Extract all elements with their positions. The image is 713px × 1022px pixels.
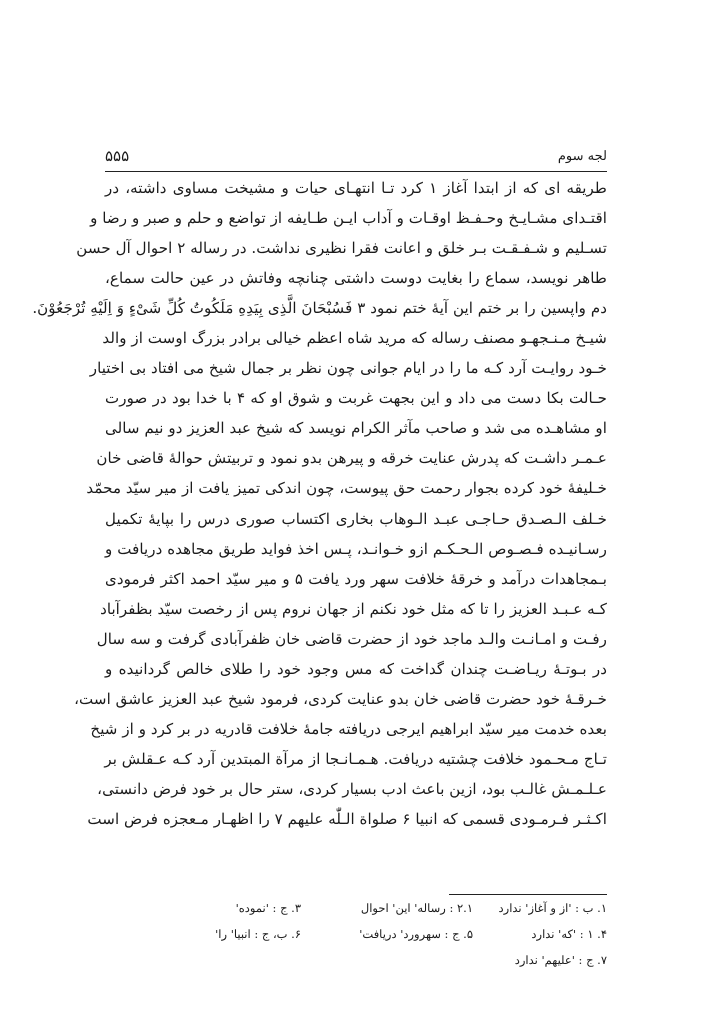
footnote-row: [105, 921, 607, 947]
text-line: شیـخ مـنـجهـو مصنف رساله که مرید شاه اعظم خیالی برادر بزرگ اوست از والد: [102, 329, 607, 348]
text-line: عـلـمـش غالـب بود، ازین باعث ادب بسیار کردی، ستر حال بر خود فرض دانستی،: [97, 779, 607, 798]
text-line: رسـانیـده فـصـوص الـحـکـم ازو خـوانـد، پـس اخذ فواید طریق مجاهده دریافت و: [105, 539, 607, 558]
footnote: ۷. ج : 'علیهم' ندارد: [514, 953, 607, 967]
text-line: در بـوتـهٔ ریـاضـت چندان گداخت که مس وجود خود را طلای خالص گردانیده و: [105, 659, 607, 678]
running-title: لجه سوم: [557, 149, 607, 164]
text-line: اقتـدای مشـایـخ وحـفـظ اوقـات و آداب ایـن طـایفه از تواضع و حلم و صبر و رضا و: [90, 209, 607, 228]
text-line: بـمجاهدات درآمد و خرقهٔ خلافت سهر ورد یافت ۵ و میر سیّد احمد اکثر فرمودی: [105, 569, 607, 588]
text-line: خـرقـهٔ خود حضرت قاضی خان بدو عنایت کردی، فرمود شیخ عبد العزیز عاشق است،: [74, 689, 607, 708]
text-line: طاهر نویسد، سماع را بغایت دوست داشتی چنانچه وفاتش در عین حالت سماع،: [105, 269, 607, 288]
text-line: اکـثـر فـرمـودی قسمی که انبیا ۶ صلواة الـلّٰه علیهم ۷ را اظهـار مـعجزه فرض است: [87, 809, 607, 828]
footnote: ۶. ب، ج : انبیا' را': [215, 927, 301, 941]
page-header: [105, 147, 607, 169]
text-line: او مشاهـده می شد و صاحب مآثر الکرام نویسد که شیخ عبد العزیز دو نیم سالی: [105, 419, 607, 438]
footnotes: [105, 895, 607, 973]
header-rule: [105, 171, 607, 172]
text-line: کـه عـبـد العزیز را تا که مثل خود نکنم از جهان نروم پس از رخصت سیّد بظفرآباد: [100, 599, 607, 618]
text-line: خـلف الـصـدق حـاجـی عبـد الـوهاب بخاری اکتساب صوری درس را بپایهٔ تکمیل: [105, 509, 607, 528]
text-line: رفـت و امـانـت والـد ماجد خود از حضرت قاضی خان ظفرآبادی گرفت و سه سال: [96, 629, 607, 648]
footnote: [301, 947, 473, 973]
text-line: تسـلیم و شـفـقـت بـر خلق و اعانت فقرا نظیری نداشت. در رساله ۲ احوال آل حسن: [76, 239, 607, 258]
body-text: [32, 173, 607, 834]
page-number: ۵۵۵: [105, 147, 130, 165]
text-line: حـالت بکا دست می داد و این بجهت غربت و شوق او که ۴ با خدا بود در صورت: [105, 389, 607, 408]
text-line: دم واپسین را بر ختم این آیهٔ ختم نمود ۳ فَسُبْحَانَ الَّذِی بِیَدِهِ مَلَکُوتُ کُلِّ شَیْءٍ وَ اِلَیْهِ تُرْجَعُوْنَ.: [32, 299, 607, 318]
footnote: [167, 947, 301, 973]
text-line: عـمـر داشـت که پدرش عنایت خرقه و پیرهن بدو نمود و تربیتش حوالهٔ قاضی خان: [96, 449, 607, 468]
text-line: خـود روایـت آرد کـه ما را در ایام جوانی چون نظر بر جمال شیخ می افتاد بی اختیار: [89, 359, 607, 378]
text-line: طریقه ای که از ابتدا آغاز ۱ کرد تـا انتهـای حیات و مشیخت مساوی داشته، در: [105, 179, 607, 197]
footnote: ۳. ج : 'نموده': [235, 901, 301, 915]
footnote: ۱. ب : 'از و آغاز' ندارد: [498, 901, 607, 915]
footnote-row: [105, 947, 607, 973]
text-line: بعده خدمت میر سیّد ابراهیم ایرجی دریافته جامهٔ خلافت قادریه در بر کرد و از شیخ: [90, 719, 607, 738]
text-line: خـلیفهٔ خود کرده بجوار رحمت حق پیوست، چون اندکی تمیز یافت از میر سیّد محمّد: [86, 479, 607, 498]
footnote-row: [105, 895, 607, 921]
footnote: ۵. ج : سهرورد' دریافت': [359, 927, 473, 941]
footnote: ۴. ۱ : 'که' ندارد: [531, 927, 607, 941]
text-line: تـاج مـحـمود خلافت چشتیه دریافت. هـمـانـجا از مرآة المبتدین آرد کـه عـقلش بر: [104, 749, 607, 768]
footnote: ۲.۱ : رساله' این' احوال: [360, 901, 473, 915]
